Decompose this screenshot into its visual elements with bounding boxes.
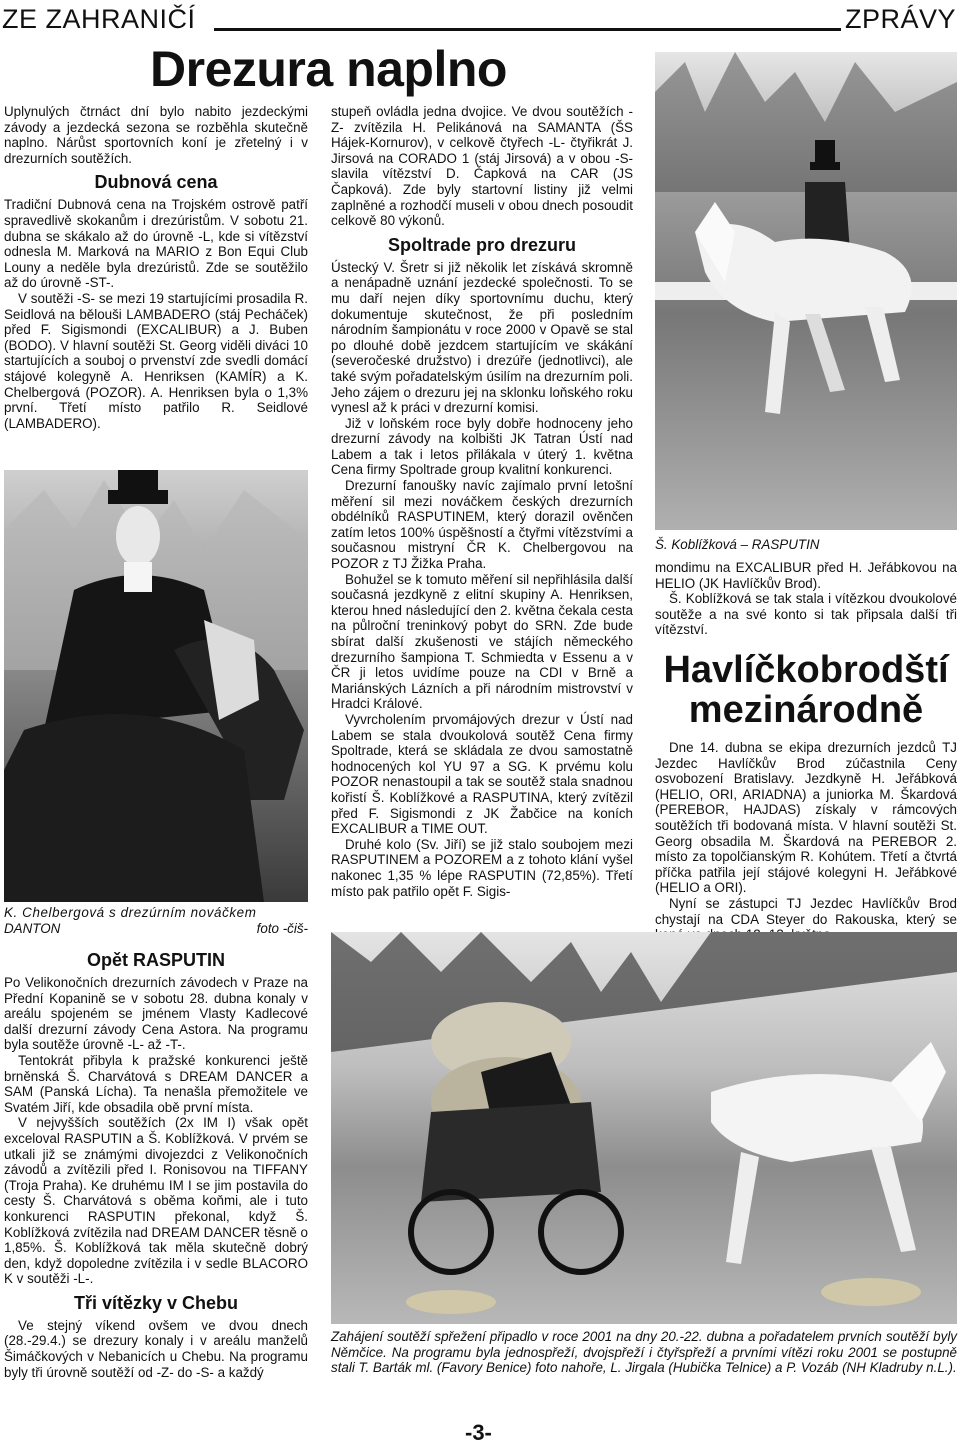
column-1-bottom <box>4 944 308 1380</box>
section-label-right: ZPRÁVY <box>844 4 956 34</box>
paragraph: Ústecký V. Šretr si již několik let získává skromně a nenápadně uznání jezdecké společnosti. To se mu daří nejen díky sportovnímu duchu, který dokumentuje skutečnost, že při posledním národním šampionátu v roce 2000 v Opavě se stal po dlouhé době jezdcem startujícím ve skákání (severočeské družstvo) i drezúře (jednotlivci), ale také svým pořadatelským úsilím na drezurním poli. Jeho zájem o drezuru jej na sklonku loňského roku vynesl až k práci v drezurní komisi. <box>331 259 633 416</box>
column-1-top <box>4 104 308 431</box>
grey-horse-image <box>655 52 957 530</box>
paragraph: Ve stejný víkend ovšem ve dvou dnech (28.-29.4.) se drezury konaly i v areálu manželů Šimáčkových v Nebanicích u Chebu. Na programu byly tři úrovně soutěží od -Z- do -S- a každý <box>4 1317 308 1380</box>
paragraph: Druhé kolo (Sv. Jiří) se již stalo soubojem mezi RASPUTINEM a POZOREM a z tohoto klání vyšel nakonec 1,35 % lépe RASPUTIN (72,85%). Třetí místo pak patřilo opět F. Sigis- <box>331 836 633 899</box>
paragraph: Po Velikonočních drezurních závodech v Praze na Přední Kopanině se v sobotu 28. dubna konaly v areálu spojeném se jménem Vlasty Kadlecové další drezurní závody Cena Astora. Na programu byla soutěže úrovně -L- až -T-. <box>4 975 308 1053</box>
dressage-photo <box>655 52 957 530</box>
column-3 <box>655 560 957 943</box>
intro-paragraph: Uplynulých čtrnáct dní bylo nabito jezdeckými závody a jezdecká sezona se rozběhla skutečně naplno. Nárůst sportovních koní je zřetelný i v drezurních soutěžích. <box>4 104 308 166</box>
page-title: Drezura naplno <box>150 41 507 97</box>
paragraph: Tentokrát přibyla k pražské konkurenci ještě brněnská Š. Charvátová s DREAM DANCER a SAM (Panská Lícha). Ta nenašla přemožitele ve Svatém Jiří, kde obsadila obě první místa. <box>4 1052 308 1115</box>
caption-rasputin: Š. Koblížková – RASPUTIN <box>655 537 820 552</box>
paragraph: Již v loňském roce byly dobře hodnoceny jeho drezurní závody na kolbišti JK Tatran Ústí nad Labem a tak i letos přilákala v úterý 1. května Cena firmy Spoltrade group kvalitní konkurenci. <box>331 415 633 478</box>
paragraph: Tradiční Dubnová cena na Trojském ostrově patří spravedlivě skokanům i drezúristům. V sobotu 21. dubna se skákalo až do úrovně -L, kde si vítězství odnesla M. Marková na MARIO z Bon Equi Club Louny a neděle byla drezúristů. Zde se soutěžilo až do úrovně -ST-. <box>4 197 308 291</box>
headline-line-2: mezinárodně <box>688 688 924 731</box>
paragraph: stupeň ovládla jedna dvojice. Ve dvou soutěžích -Z- zvítězila H. Pelikánová na SAMANTA (ŠS Hájek-Kornurov), v celkově čtyřech -L- čtyřikrát J. Jirsová na CORADO 1 (stáj Jirsová) a v obou -S- slavila vítězství D. Čapková na CAR (JS Čapková). Zde byly startovní listiny již velmi zaplněné a rozhodčí museli v obou dnech posoudit celkově 80 výkonů. <box>331 104 633 229</box>
carriage-driving-image <box>331 932 957 1324</box>
paragraph: mondimu na EXCALIBUR před H. Jeřábkovou na HELIO (JK Havlíčkův Brod). <box>655 560 957 591</box>
header-rule <box>214 28 841 31</box>
rider-horse-image <box>4 470 308 902</box>
caption-line: K. Chelbergová s drezúrním nováčkem <box>4 905 257 920</box>
section-label: ZE ZAHRANIČÍ <box>2 4 196 34</box>
caption-credit: foto -čiš- <box>256 920 308 936</box>
paragraph: Š. Koblížková se tak stala i vítězkou dvoukolové soutěže a na své konto si tak připsala další tři vítězství. <box>655 591 957 638</box>
caption-carriage: Zahájení soutěží spřežení připadlo v roce 2001 na dny 20.-22. dubna a pořadatelem prvních soutěží byly Němčice. Na programu byla jednospřeží, dvojspřeží i čtyřspřeží a prvními vítězi roku 2001 se postupně stali T. Barták ml. (Favory Benice) foto nahoře, L. Jirgala (Hubička Telnice) a P. Vozáb (NH Kladruby n.L.). <box>331 1329 957 1376</box>
caption-horse: DANTON <box>4 920 61 936</box>
subheading-rasputin: Opět RASPUTIN <box>86 950 225 970</box>
subheading-spoltrade: Spoltrade pro drezuru <box>387 234 576 255</box>
column-2 <box>331 104 633 899</box>
carriage-photo <box>331 932 957 1324</box>
paragraph: Bohužel se k tomuto měření sil nepřihlásila další současná jezdkyně z elitní skupiny A. Henriksen, kterou hned následující den 2. května čekala cesta na půlroční treninkový pobyt do SRN. Zde bude sbírat další zkušenosti ve stájích německého drezurního šampiona T. Schmiedta v Essenu a v ČR ji letos uvidíme pouze na CDI v Brně a Mariánských Lázních a při národním mistrovství v Hradci Králové. <box>331 571 633 712</box>
paragraph: V nejvyšších soutěžích (2x IM I) však opět exceloval RASPUTIN a Š. Koblížková. V prvém se utkali již se známými divojezdci z Velikonočních závodů a zvítězili před I. Ronisovou na TIFFANY (Troja Praha). Ke druhému IM I se jim postavila do cesty Š. Charvátová s oběma koňmi, ale i tuto konkurenci RASPUTIN překonal, když Š. Koblížková zvítězila nad DREAM DANCER těsně o 1,85%. Š. Koblížková tak měla skutečně dobrý den, když dopoledne zvítězila i v sedle BLACORO K v soutěži -L-. <box>4 1115 308 1287</box>
paragraph: V soutěži -S- se mezi 19 startujícími prosadila R. Seidlová na bělouši LAMBADERO (stáj Pecháček) před F. Sigismondi (EXCALIBUR) a J. Buben (BODO). V hlavní soutěži St. Georg viděli diváci 10 startujících a souboj o prvenství zde svedli domácí stájové kolegyně A. Henriksen (KAMÍR) a K. Chelbergová (POZOR). A. Henriksen byla o 1,3% první. Třetí místo patřilo R. Seidlové (LAMBADERO). <box>4 290 308 431</box>
paragraph: Drezurní fanoušky navíc zajímalo první letošní měření sil mezi nováčkem českých drezurních obdélníků RASPUTINEM, který dorazil ověnčen zatím letos 100% úspěšností a čtyřmi vítězstvími a současnou mistryní ČR K. Chelbergovou na POZOR z TJ Žižka Praha. <box>331 478 633 572</box>
paragraph: Dne 14. dubna se ekipa drezurních jezdců TJ Jezdec Havlíčkův Brod zúčastnila Ceny osvobození Bratislavy. Jezdkyně H. Jeřábková (HELIO, ORI, ARIADNA) a juniorka M. Škardová (PEREBOR, HAJDAS) získaly v rámcových soutěžích tři bodovaná místa. V hlavní soutěži St. Georg obsadila M. Škardová na PEREBOR 2. místo za topolčianským R. Kohútem. Třetí a čtvrtá příčka patřila její stájové kolegyni H. Jeřábkové (HELIO a ORI). <box>655 739 957 896</box>
subheading-chebu: Tři vítězky v Chebu <box>73 1292 239 1313</box>
rider-photo <box>4 470 308 902</box>
subheading-dubnova: Dubnová cena <box>94 172 218 193</box>
paragraph: Nyní se zástupci TJ Jezdec Havlíčkův Brod chystají na CDA Steyer do Rakouska, který se <box>655 895 957 927</box>
page-number: -3- <box>465 1420 492 1445</box>
caption-rider <box>4 905 308 936</box>
paragraph: Vyvrcholením prvomájových drezur v Ústí nad Labem se stala dvoukolová soutěž Cena firmy Spoltrade, která se skládala ze dvou samostatně hodnocených kol YU 97 a SG. K prvému kolu POZOR nenastoupil a tak se soutěž stala snadnou kořistí Š. Koblížkové a RASPUTINA, který zvítězil před F. Sigismondi z JK Žabčice na koních EXCALIBUR a TIME OUT. <box>331 711 633 837</box>
headline-line-1: Havlíčkobrodští <box>663 648 949 691</box>
